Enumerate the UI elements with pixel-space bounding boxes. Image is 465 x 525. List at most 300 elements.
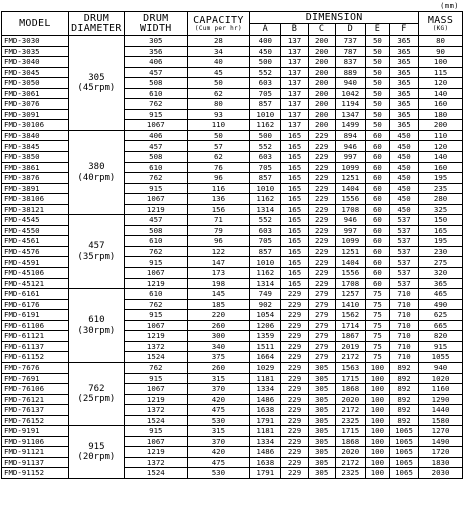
dim-b-cell: 229 xyxy=(281,468,308,479)
drum-width-cell: 1372 xyxy=(125,341,188,352)
dim-c-cell: 305 xyxy=(308,426,335,437)
dim-f-cell: 710 xyxy=(389,352,418,363)
header-mass-line1: MASS xyxy=(427,14,454,26)
dim-e-cell: 75 xyxy=(365,310,389,321)
capacity-cell: 530 xyxy=(187,468,250,479)
dim-f-cell: 450 xyxy=(389,204,418,215)
dim-c-cell: 229 xyxy=(308,236,335,247)
model-cell: FMD-3891 xyxy=(2,183,69,194)
dim-d-cell: 1867 xyxy=(335,331,365,342)
dim-f-cell: 365 xyxy=(389,36,418,47)
drum-width-cell: 1067 xyxy=(125,436,188,447)
drum-width-cell: 762 xyxy=(125,299,188,310)
capacity-cell: 315 xyxy=(187,426,250,437)
drum-width-cell: 356 xyxy=(125,46,188,57)
dim-b-cell: 165 xyxy=(281,257,308,268)
dim-d-cell: 2020 xyxy=(335,447,365,458)
drum-width-cell: 1067 xyxy=(125,320,188,331)
dim-e-cell: 60 xyxy=(365,246,389,257)
dim-f-cell: 710 xyxy=(389,341,418,352)
dim-f-cell: 365 xyxy=(389,120,418,131)
dim-d-cell: 940 xyxy=(335,78,365,89)
dim-b-cell: 165 xyxy=(281,173,308,184)
capacity-cell: 110 xyxy=(187,120,250,131)
dim-a-cell: 1181 xyxy=(250,426,281,437)
dim-a-cell: 1206 xyxy=(250,320,281,331)
mass-cell: 195 xyxy=(419,236,463,247)
header-dim-b: B xyxy=(281,24,308,36)
model-cell: FMD-3040 xyxy=(2,57,69,68)
table-row xyxy=(2,426,463,437)
capacity-cell: 76 xyxy=(187,162,250,173)
model-cell: FMD-3035 xyxy=(2,46,69,57)
dim-f-cell: 537 xyxy=(389,268,418,279)
dim-b-cell: 229 xyxy=(281,310,308,321)
dim-e-cell: 60 xyxy=(365,141,389,152)
dim-a-cell: 1162 xyxy=(250,120,281,131)
drum-width-cell: 762 xyxy=(125,246,188,257)
dim-e-cell: 60 xyxy=(365,162,389,173)
drum-width-cell: 1524 xyxy=(125,415,188,426)
header-dim-c: C xyxy=(308,24,335,36)
dim-e-cell: 60 xyxy=(365,204,389,215)
dim-d-cell: 1404 xyxy=(335,257,365,268)
dim-c-cell: 279 xyxy=(308,310,335,321)
dim-a-cell: 857 xyxy=(250,173,281,184)
dim-e-cell: 100 xyxy=(365,384,389,395)
dim-d-cell: 1042 xyxy=(335,88,365,99)
dim-d-cell: 1404 xyxy=(335,183,365,194)
dim-c-cell: 229 xyxy=(308,268,335,279)
dim-d-cell: 1708 xyxy=(335,278,365,289)
drum-rpm-value: (45rpm) xyxy=(77,82,116,93)
model-cell: FMD-30106 xyxy=(2,120,69,131)
dim-e-cell: 75 xyxy=(365,331,389,342)
capacity-cell: 198 xyxy=(187,278,250,289)
model-cell: FMD-6191 xyxy=(2,310,69,321)
capacity-cell: 93 xyxy=(187,109,250,120)
dim-f-cell: 537 xyxy=(389,215,418,226)
capacity-cell: 370 xyxy=(187,384,250,395)
model-cell: FMD-3876 xyxy=(2,173,69,184)
dim-e-cell: 75 xyxy=(365,352,389,363)
mass-cell: 140 xyxy=(419,88,463,99)
mass-cell: 665 xyxy=(419,320,463,331)
drum-diameter-cell xyxy=(68,426,124,479)
dim-d-cell: 837 xyxy=(335,57,365,68)
dim-d-cell: 1562 xyxy=(335,310,365,321)
dim-c-cell: 229 xyxy=(308,130,335,141)
mass-cell: 150 xyxy=(419,215,463,226)
dim-c-cell: 229 xyxy=(308,204,335,215)
dim-b-cell: 137 xyxy=(281,99,308,110)
dim-f-cell: 365 xyxy=(389,99,418,110)
capacity-cell: 116 xyxy=(187,183,250,194)
spec-table-body xyxy=(2,36,463,479)
dim-e-cell: 50 xyxy=(365,57,389,68)
mass-cell: 140 xyxy=(419,152,463,163)
dim-b-cell: 137 xyxy=(281,67,308,78)
model-cell: FMD-76152 xyxy=(2,415,69,426)
dim-e-cell: 60 xyxy=(365,225,389,236)
drum-width-cell: 508 xyxy=(125,152,188,163)
dim-c-cell: 305 xyxy=(308,394,335,405)
dim-c-cell: 200 xyxy=(308,99,335,110)
drum-width-cell: 305 xyxy=(125,36,188,47)
dim-a-cell: 705 xyxy=(250,236,281,247)
dim-c-cell: 229 xyxy=(308,183,335,194)
model-cell: FMD-3861 xyxy=(2,162,69,173)
dim-d-cell: 1868 xyxy=(335,436,365,447)
drum-width-cell: 1219 xyxy=(125,394,188,405)
dim-f-cell: 365 xyxy=(389,88,418,99)
mass-cell: 230 xyxy=(419,246,463,257)
dim-d-cell: 997 xyxy=(335,152,365,163)
dim-b-cell: 165 xyxy=(281,130,308,141)
capacity-cell: 45 xyxy=(187,67,250,78)
dim-c-cell: 279 xyxy=(308,289,335,300)
dim-c-cell: 229 xyxy=(308,246,335,257)
drum-rpm-value: (30rpm) xyxy=(77,325,116,336)
dim-f-cell: 450 xyxy=(389,130,418,141)
dim-d-cell: 1499 xyxy=(335,120,365,131)
drum-width-cell: 762 xyxy=(125,173,188,184)
capacity-cell: 62 xyxy=(187,88,250,99)
mass-cell: 1270 xyxy=(419,426,463,437)
dim-f-cell: 537 xyxy=(389,246,418,257)
dim-a-cell: 857 xyxy=(250,99,281,110)
capacity-cell: 62 xyxy=(187,152,250,163)
drum-width-cell: 1067 xyxy=(125,194,188,205)
drum-width-cell: 457 xyxy=(125,141,188,152)
dim-c-cell: 279 xyxy=(308,352,335,363)
dim-f-cell: 710 xyxy=(389,289,418,300)
capacity-cell: 370 xyxy=(187,436,250,447)
drum-diameter-value: 305 xyxy=(88,72,105,83)
drum-width-cell: 406 xyxy=(125,130,188,141)
dim-d-cell: 2172 xyxy=(335,352,365,363)
dim-d-cell: 2172 xyxy=(335,457,365,468)
dim-d-cell: 787 xyxy=(335,46,365,57)
header-drum-width-line2: WIDTH xyxy=(140,22,172,34)
dim-c-cell: 305 xyxy=(308,457,335,468)
model-cell: FMD-4550 xyxy=(2,225,69,236)
mass-cell: 1055 xyxy=(419,352,463,363)
mass-cell: 195 xyxy=(419,173,463,184)
dim-b-cell: 229 xyxy=(281,299,308,310)
dim-c-cell: 279 xyxy=(308,331,335,342)
dim-e-cell: 50 xyxy=(365,46,389,57)
dim-e-cell: 60 xyxy=(365,268,389,279)
dim-b-cell: 165 xyxy=(281,141,308,152)
mass-cell: 100 xyxy=(419,57,463,68)
capacity-cell: 96 xyxy=(187,236,250,247)
mass-cell: 80 xyxy=(419,36,463,47)
model-cell: FMD-61137 xyxy=(2,341,69,352)
drum-width-cell: 610 xyxy=(125,236,188,247)
dim-e-cell: 60 xyxy=(365,215,389,226)
capacity-cell: 340 xyxy=(187,341,250,352)
model-cell: FMD-7691 xyxy=(2,373,69,384)
model-cell: FMD-38121 xyxy=(2,204,69,215)
dim-e-cell: 60 xyxy=(365,278,389,289)
capacity-cell: 79 xyxy=(187,225,250,236)
dim-f-cell: 710 xyxy=(389,331,418,342)
dim-d-cell: 1556 xyxy=(335,268,365,279)
mass-cell: 915 xyxy=(419,341,463,352)
capacity-cell: 71 xyxy=(187,215,250,226)
dim-a-cell: 500 xyxy=(250,130,281,141)
mass-cell: 325 xyxy=(419,204,463,215)
dim-a-cell: 1010 xyxy=(250,257,281,268)
dim-d-cell: 2020 xyxy=(335,394,365,405)
model-cell: FMD-6176 xyxy=(2,299,69,310)
dim-d-cell: 1410 xyxy=(335,299,365,310)
dim-a-cell: 552 xyxy=(250,67,281,78)
dim-f-cell: 1065 xyxy=(389,468,418,479)
capacity-cell: 475 xyxy=(187,405,250,416)
dim-a-cell: 1791 xyxy=(250,415,281,426)
table-row xyxy=(2,289,463,300)
drum-width-cell: 457 xyxy=(125,67,188,78)
model-cell: FMD-3061 xyxy=(2,88,69,99)
drum-rpm-value: (25rpm) xyxy=(77,394,116,405)
model-cell: FMD-45121 xyxy=(2,278,69,289)
drum-width-cell: 915 xyxy=(125,183,188,194)
dim-d-cell: 1714 xyxy=(335,320,365,331)
capacity-cell: 315 xyxy=(187,373,250,384)
dim-a-cell: 1486 xyxy=(250,394,281,405)
dim-e-cell: 50 xyxy=(365,67,389,78)
dim-e-cell: 75 xyxy=(365,289,389,300)
drum-width-cell: 610 xyxy=(125,162,188,173)
dim-c-cell: 229 xyxy=(308,141,335,152)
drum-diameter-cell xyxy=(68,289,124,363)
table-row xyxy=(2,362,463,373)
dim-e-cell: 60 xyxy=(365,130,389,141)
dim-d-cell: 946 xyxy=(335,141,365,152)
dim-e-cell: 100 xyxy=(365,415,389,426)
table-row xyxy=(2,130,463,141)
dim-e-cell: 50 xyxy=(365,88,389,99)
drum-width-cell: 1524 xyxy=(125,468,188,479)
drum-width-cell: 1219 xyxy=(125,278,188,289)
mass-cell: 1020 xyxy=(419,373,463,384)
dim-b-cell: 165 xyxy=(281,183,308,194)
model-cell: FMD-76121 xyxy=(2,394,69,405)
dim-a-cell: 1181 xyxy=(250,373,281,384)
dim-f-cell: 892 xyxy=(389,405,418,416)
header-capacity xyxy=(187,12,250,36)
dim-d-cell: 1099 xyxy=(335,162,365,173)
dim-c-cell: 200 xyxy=(308,88,335,99)
dim-e-cell: 60 xyxy=(365,236,389,247)
capacity-cell: 147 xyxy=(187,257,250,268)
drum-width-cell: 1219 xyxy=(125,447,188,458)
dim-f-cell: 365 xyxy=(389,57,418,68)
dim-f-cell: 450 xyxy=(389,162,418,173)
drum-diameter-value: 915 xyxy=(88,441,105,452)
dim-f-cell: 450 xyxy=(389,194,418,205)
drum-width-cell: 610 xyxy=(125,289,188,300)
dim-e-cell: 50 xyxy=(365,36,389,47)
dim-a-cell: 705 xyxy=(250,88,281,99)
model-cell: FMD-7676 xyxy=(2,362,69,373)
dim-a-cell: 1638 xyxy=(250,405,281,416)
dim-b-cell: 165 xyxy=(281,204,308,215)
mass-cell: 280 xyxy=(419,194,463,205)
dim-e-cell: 100 xyxy=(365,405,389,416)
dim-f-cell: 365 xyxy=(389,109,418,120)
unit-label: (mm) xyxy=(440,2,459,10)
dim-d-cell: 1715 xyxy=(335,373,365,384)
dim-a-cell: 1334 xyxy=(250,384,281,395)
header-dim-f: F xyxy=(389,24,418,36)
dim-f-cell: 365 xyxy=(389,67,418,78)
dim-c-cell: 229 xyxy=(308,194,335,205)
dim-b-cell: 229 xyxy=(281,331,308,342)
drum-diameter-value: 762 xyxy=(88,383,105,394)
model-cell: FMD-4545 xyxy=(2,215,69,226)
mass-cell: 820 xyxy=(419,331,463,342)
mass-cell: 1580 xyxy=(419,415,463,426)
dim-a-cell: 1314 xyxy=(250,204,281,215)
capacity-cell: 375 xyxy=(187,352,250,363)
mass-cell: 625 xyxy=(419,310,463,321)
dim-d-cell: 1868 xyxy=(335,384,365,395)
capacity-cell: 156 xyxy=(187,204,250,215)
dim-b-cell: 229 xyxy=(281,384,308,395)
drum-rpm-value: (35rpm) xyxy=(77,251,116,262)
dim-c-cell: 229 xyxy=(308,257,335,268)
drum-width-cell: 457 xyxy=(125,215,188,226)
header-drum-width-line1: DRUM xyxy=(143,12,169,24)
header-capacity-line1: CAPACITY xyxy=(193,14,244,26)
dim-b-cell: 165 xyxy=(281,278,308,289)
mass-cell: 115 xyxy=(419,67,463,78)
drum-width-cell: 915 xyxy=(125,426,188,437)
dim-e-cell: 75 xyxy=(365,299,389,310)
dim-b-cell: 165 xyxy=(281,162,308,173)
model-cell: FMD-3030 xyxy=(2,36,69,47)
header-capacity-unit: (Cum per hr) xyxy=(194,24,242,32)
dim-c-cell: 229 xyxy=(308,278,335,289)
header-drum-diameter xyxy=(68,12,124,36)
dim-b-cell: 137 xyxy=(281,57,308,68)
capacity-cell: 136 xyxy=(187,194,250,205)
model-cell: FMD-91121 xyxy=(2,447,69,458)
dim-b-cell: 165 xyxy=(281,152,308,163)
header-mass xyxy=(419,12,463,36)
dim-f-cell: 365 xyxy=(389,46,418,57)
mass-cell: 1440 xyxy=(419,405,463,416)
dim-f-cell: 1065 xyxy=(389,457,418,468)
dim-d-cell: 2325 xyxy=(335,415,365,426)
dim-b-cell: 229 xyxy=(281,447,308,458)
dim-e-cell: 75 xyxy=(365,320,389,331)
model-cell: FMD-91137 xyxy=(2,457,69,468)
dim-f-cell: 450 xyxy=(389,152,418,163)
dim-b-cell: 137 xyxy=(281,36,308,47)
mass-cell: 1830 xyxy=(419,457,463,468)
model-cell: FMD-3850 xyxy=(2,152,69,163)
dim-e-cell: 100 xyxy=(365,468,389,479)
dim-a-cell: 603 xyxy=(250,225,281,236)
mass-cell: 110 xyxy=(419,130,463,141)
capacity-cell: 260 xyxy=(187,362,250,373)
dim-b-cell: 137 xyxy=(281,46,308,57)
capacity-cell: 80 xyxy=(187,99,250,110)
dim-f-cell: 537 xyxy=(389,257,418,268)
model-cell: FMD-3845 xyxy=(2,141,69,152)
dim-c-cell: 305 xyxy=(308,415,335,426)
dim-b-cell: 229 xyxy=(281,341,308,352)
mass-cell: 2030 xyxy=(419,468,463,479)
mass-cell: 365 xyxy=(419,278,463,289)
capacity-cell: 475 xyxy=(187,457,250,468)
dim-e-cell: 60 xyxy=(365,173,389,184)
drum-rpm-value: (40rpm) xyxy=(77,172,116,183)
dim-a-cell: 1638 xyxy=(250,457,281,468)
mass-cell: 1490 xyxy=(419,436,463,447)
mass-cell: 235 xyxy=(419,183,463,194)
dim-c-cell: 305 xyxy=(308,447,335,458)
dim-e-cell: 60 xyxy=(365,257,389,268)
dim-a-cell: 857 xyxy=(250,246,281,257)
dim-a-cell: 1029 xyxy=(250,362,281,373)
dim-a-cell: 1010 xyxy=(250,183,281,194)
dim-c-cell: 305 xyxy=(308,405,335,416)
dim-e-cell: 100 xyxy=(365,394,389,405)
model-cell: FMD-76106 xyxy=(2,384,69,395)
capacity-cell: 28 xyxy=(187,36,250,47)
mass-cell: 1720 xyxy=(419,447,463,458)
mass-cell: 940 xyxy=(419,362,463,373)
dim-c-cell: 305 xyxy=(308,373,335,384)
mass-cell: 275 xyxy=(419,257,463,268)
header-drum-width xyxy=(125,12,188,36)
capacity-cell: 300 xyxy=(187,331,250,342)
dim-b-cell: 165 xyxy=(281,236,308,247)
model-cell: FMD-3840 xyxy=(2,130,69,141)
dim-d-cell: 997 xyxy=(335,225,365,236)
capacity-cell: 50 xyxy=(187,78,250,89)
dim-a-cell: 1054 xyxy=(250,310,281,321)
drum-width-cell: 1372 xyxy=(125,457,188,468)
dim-f-cell: 892 xyxy=(389,394,418,405)
dim-a-cell: 1511 xyxy=(250,341,281,352)
mass-cell: 465 xyxy=(419,289,463,300)
dim-d-cell: 894 xyxy=(335,130,365,141)
dim-e-cell: 100 xyxy=(365,447,389,458)
dim-c-cell: 229 xyxy=(308,225,335,236)
dim-f-cell: 365 xyxy=(389,78,418,89)
model-cell: FMD-3050 xyxy=(2,78,69,89)
dim-f-cell: 710 xyxy=(389,320,418,331)
dim-b-cell: 165 xyxy=(281,268,308,279)
capacity-cell: 145 xyxy=(187,289,250,300)
dim-e-cell: 100 xyxy=(365,436,389,447)
drum-width-cell: 508 xyxy=(125,225,188,236)
dim-e-cell: 50 xyxy=(365,120,389,131)
drum-width-cell: 762 xyxy=(125,362,188,373)
dim-b-cell: 229 xyxy=(281,362,308,373)
capacity-cell: 122 xyxy=(187,246,250,257)
dim-a-cell: 1791 xyxy=(250,468,281,479)
dim-b-cell: 165 xyxy=(281,225,308,236)
dim-a-cell: 1162 xyxy=(250,268,281,279)
dim-e-cell: 75 xyxy=(365,341,389,352)
